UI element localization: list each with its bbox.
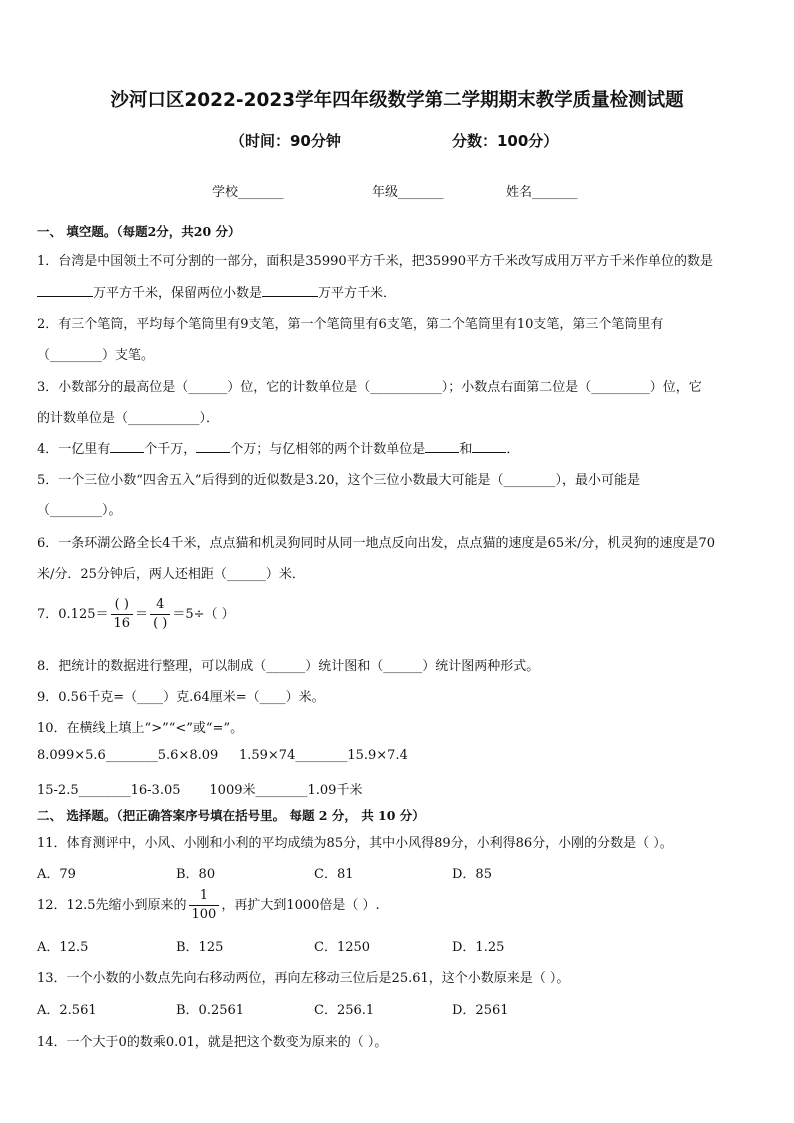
question-2-line-2: （________）支笔。 <box>37 348 155 363</box>
fraction-numerator: 4 <box>150 596 170 615</box>
question-9: 9．0.56千克=（____）克.64厘米=（____）米。 <box>37 690 325 705</box>
question-5-line-1: 5．一个三位小数“四舍五入”后得到的近似数是3.20，这个三位小数最大可能是（________），最小可能是 <box>37 473 641 488</box>
option-b[interactable]: B．80 <box>176 867 216 882</box>
question-2-line-1: 2．有三个笔筒，平均每个笔筒里有9支笔，第一个笔筒里有6支笔，第二个笔筒里有10支笔，第三个笔筒里有 <box>37 317 664 332</box>
question-11: 11．体育测评中，小风、小刚和小利的平均成绩为85分，其中小风得89分，小利得86分，小刚的分数是（ ）。 <box>37 836 673 851</box>
question-4-text-a: 4．一亿里有 <box>37 442 111 457</box>
question-4-text-d: 和 <box>459 442 473 457</box>
fraction-numerator[interactable]: ( ) <box>111 596 134 615</box>
option-b[interactable]: B．125 <box>176 940 224 955</box>
question-7-suffix: ＝5÷（ ） <box>172 607 235 622</box>
fraction-denominator: 16 <box>113 616 131 631</box>
option-c[interactable]: C．1250 <box>314 940 371 955</box>
question-4 <box>37 438 519 457</box>
answer-blank[interactable] <box>425 440 459 453</box>
question-5-line-2: （________）。 <box>37 503 122 518</box>
question-4-text-b: 个千万， <box>144 442 197 457</box>
option-c[interactable]: C．81 <box>314 867 354 882</box>
section-choice-heading: 二、 选择题。（把正确答案序号填在括号里。 每题 2 分， 共 10 分） <box>37 808 425 823</box>
question-7-prefix: 7．0.125＝ <box>37 607 109 622</box>
fraction-denominator: 100 <box>191 907 217 922</box>
fraction <box>189 887 220 924</box>
option-a[interactable]: A．79 <box>37 867 76 882</box>
answer-blank[interactable] <box>37 284 93 297</box>
question-12 <box>37 887 380 924</box>
option-d[interactable]: D．85 <box>452 867 492 882</box>
question-6-line-2: 米/分．25分钟后，两人还相距（______）米． <box>37 567 305 582</box>
question-13: 13．一个小数的小数点先向右移动两位，再向左移动三位后是25.61，这个小数原来是（ ）。 <box>37 971 570 986</box>
fraction <box>111 596 134 633</box>
answer-blank[interactable] <box>262 284 318 297</box>
section-fill-blank-heading: 一、 填空题。（每题2分，共20 分） <box>37 224 241 239</box>
question-14: 14．一个大于0的数乘0.01，就是把这个数变为原来的（ ）。 <box>37 1035 388 1050</box>
question-10: 10．在横线上填上“>”“<”或“=”。 <box>37 721 244 736</box>
fraction-numerator: 1 <box>189 887 220 906</box>
option-d[interactable]: D．2561 <box>452 1003 509 1018</box>
option-b[interactable]: B．0.2561 <box>176 1003 245 1018</box>
question-8: 8．把统计的数据进行整理，可以制成（______）统计图和（______）统计图两种形式。 <box>37 659 540 674</box>
option-a[interactable]: A．12.5 <box>37 940 89 955</box>
option-d[interactable]: D．1.25 <box>452 940 505 955</box>
school-field[interactable]: 学校_______ <box>212 185 284 200</box>
fraction <box>150 596 170 633</box>
answer-blank[interactable] <box>196 440 230 453</box>
page-title: 沙河口区2022-2023学年四年级数学第二学期期末教学质量检测试题 <box>110 90 684 111</box>
equals-sign: ＝ <box>135 607 149 622</box>
question-12-prefix: 12．12.5先缩小到原来的 <box>37 898 187 913</box>
question-6-line-1: 6．一条环湖公路全长4千米，点点猫和机灵狗同时从同一地点反向出发，点点猫的速度是65米/分，机灵狗的速度是70 <box>37 536 716 551</box>
fraction-denominator[interactable]: ( ) <box>153 616 168 631</box>
exam-time: （时间：90分钟 <box>230 132 341 150</box>
question-1-text-b: 万平方千米，保留两位小数是 <box>93 286 263 301</box>
question-4-text-c: 个万；与亿相邻的两个计数单位是 <box>230 442 426 457</box>
option-c[interactable]: C．256.1 <box>314 1003 375 1018</box>
question-4-text-e: ． <box>506 442 520 457</box>
grade-field[interactable]: 年级_______ <box>372 185 444 200</box>
question-1-line-2 <box>37 282 396 301</box>
answer-blank[interactable] <box>472 440 506 453</box>
option-a[interactable]: A．2.561 <box>37 1003 97 1018</box>
question-3-line-1: 3．小数部分的最高位是（______）位，它的计数单位是（___________）；小数点右面第二位是（_________）位，它 <box>37 380 702 395</box>
question-10-row-1: 8.099×5.6________5.6×8.09 1.59×74________15.9×7.4 <box>37 748 408 763</box>
question-1-text-c: 万平方千米． <box>318 286 397 301</box>
question-7 <box>37 596 235 633</box>
exam-score: 分数：100分） <box>452 132 559 150</box>
question-12-suffix: ，再扩大到1000倍是（ ）. <box>221 898 380 913</box>
question-1-line-1: 1．台湾是中国领土不可分割的一部分，面积是35990平方千米，把35990平方千米改写成用万平方千米作单位的数是 <box>37 254 713 269</box>
answer-blank[interactable] <box>110 440 144 453</box>
question-3-line-2: 的计数单位是（___________）． <box>37 411 220 426</box>
name-field[interactable]: 姓名_______ <box>506 185 578 200</box>
question-10-row-2: 15-2.5________16-3.05 1009米________1.09千米 <box>37 783 363 798</box>
